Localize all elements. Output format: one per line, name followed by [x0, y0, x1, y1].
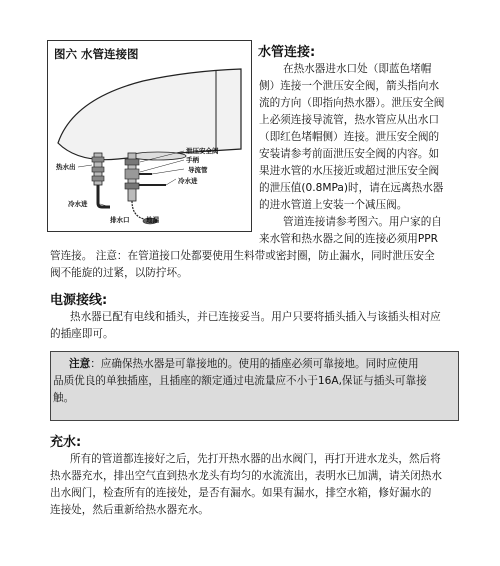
water-pipe-line-13: 阀不能旋的过紧，以防拧坏。	[50, 267, 188, 279]
fill-line-2: 热水器充水，排出空气直到热水龙头有均匀的水流流出，表明水已加满，请关闭热水	[50, 470, 442, 482]
water-pipe-heading: 水管连接:	[258, 45, 316, 60]
water-pipe-line-9: 的进水管道上安装一个减压阀。	[259, 199, 408, 211]
fill-line-4: 连接处，然后重新给热水器充水。	[50, 504, 209, 516]
label-hot-out: 热水出	[56, 163, 76, 171]
label-floor-drain: 地漏	[146, 216, 159, 224]
water-pipe-line-11: 来水管和热水器之间的连接必须用PPR	[259, 233, 439, 245]
water-pipe-line-5: （即红色堵帽侧）连接。泄压安全阀的	[259, 131, 440, 143]
power-line-1: 热水器已配有电线和插头，并已连接妥当。用户只要将插头插入与该插头相对应	[70, 311, 441, 323]
note-label: 注意	[69, 358, 91, 370]
label-guide-pipe: 导流管	[188, 166, 208, 174]
water-pipe-line-6: 安装请参考前面泄压安全阀的内容。如	[259, 148, 440, 160]
label-cold-in: 冷水进	[178, 177, 198, 185]
label-relief-valve: 泄压安全阀	[186, 147, 219, 155]
power-line-2: 的插座即可。	[50, 328, 114, 340]
note-line-2: 品质优良的单独插座，且插座的额定通过电流量应不小于16A,保证与插头可靠接	[53, 375, 427, 387]
note-line-3: 触。	[53, 392, 75, 404]
water-pipe-line-2: 侧）连接一个泄压安全阀，箭头指向水	[259, 80, 440, 92]
figure-title: 图六 水管连接图	[54, 47, 139, 61]
water-pipe-line-12: 管连接。 注意：在管道接口处都要使用生料带或密封圈，防止漏水，同时泄压安全	[50, 250, 435, 262]
note-line-1	[69, 356, 419, 373]
water-pipe-line-3: 流的方向（即指向热水器）。泄压安全阀	[259, 97, 445, 109]
water-pipe-line-1: 在热水器进水口处（即蓝色堵帽	[283, 63, 432, 75]
power-heading: 电源接线:	[50, 293, 108, 308]
fill-line-3: 出水阀门，检查所有的连接处，是否有漏水。如果有漏水，排空水箱，修好漏水的	[50, 487, 432, 499]
label-drain-outlet: 排水口	[110, 216, 130, 224]
grounding-note-box	[50, 351, 459, 421]
label-wrench: 手柄	[186, 156, 199, 164]
water-pipe-line-8: 的泄压值(0.8MPa)时，请在远离热水器	[259, 182, 444, 194]
pipe-connection-figure	[47, 40, 252, 232]
note-line-1-text: ：应确保热水器是可靠接地的。使用的插座必须可靠接地。同时应使用	[90, 358, 419, 370]
fill-line-1: 所有的管道都连接好之后，先打开热水器的出水阀门，再打开进水龙头，然后将	[70, 453, 441, 465]
fill-heading: 充水:	[50, 435, 82, 450]
water-pipe-line-7: 果进水管的水压接近或超过泄压安全阀	[259, 165, 440, 177]
water-pipe-line-4: 上必须连接导流管，热水管应从出水口	[259, 114, 440, 126]
water-pipe-line-10: 管道连接请参考图六。用户家的自	[283, 216, 442, 228]
label-cold-in-left: 冷水进	[68, 200, 88, 208]
